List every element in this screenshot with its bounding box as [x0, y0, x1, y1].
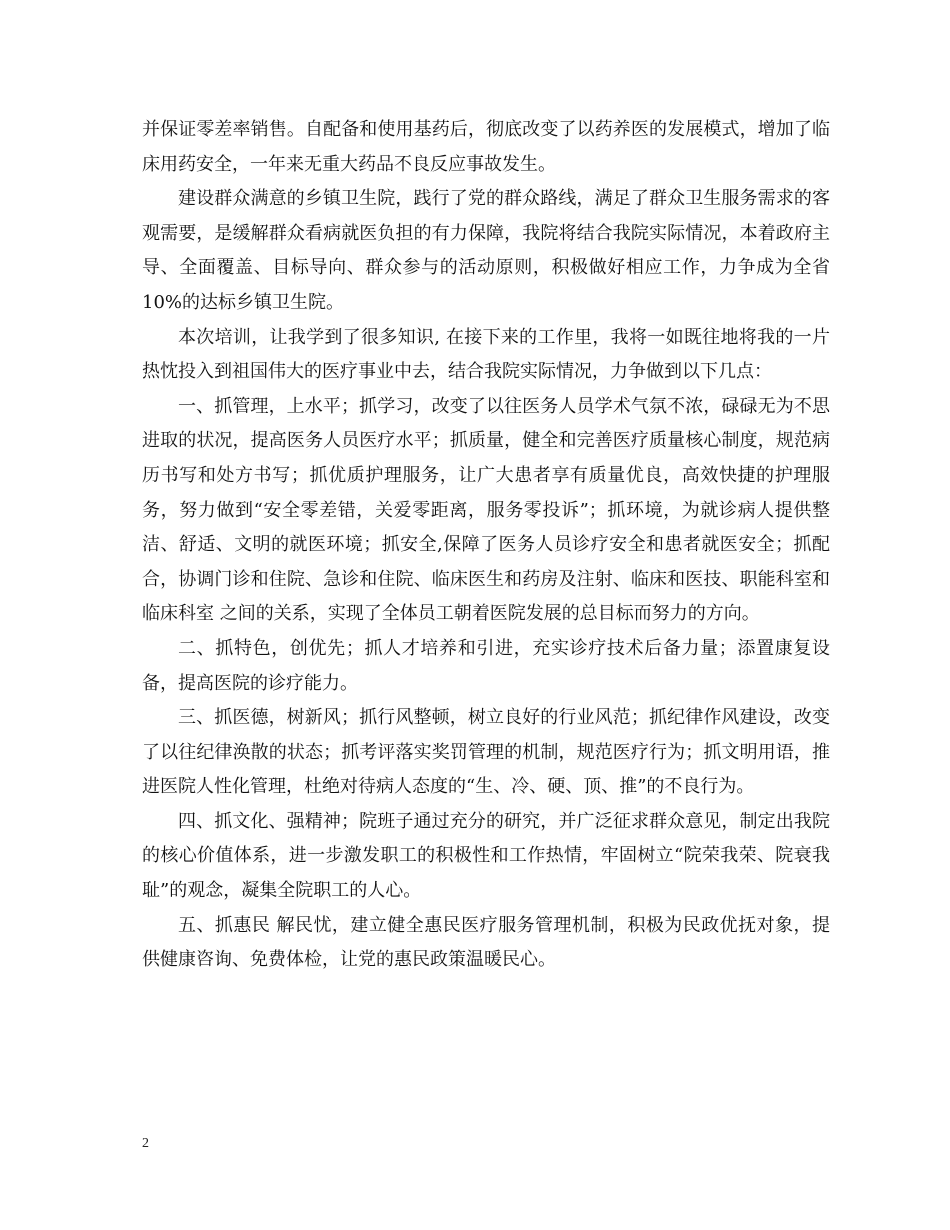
- paragraph: 三、抓医德，树新风；抓行风整顿，树立良好的行业风范；抓纪律作风建设，改变了以往纪律涣散的状态；抓考评落实奖罚管理的机制，规范医疗行为；抓文明用语，推进医院人性化管理，杜绝对待病人态度的“生、冷、硬、顶、推”的不良行为。: [142, 707, 830, 798]
- page-number: 2: [142, 1136, 149, 1151]
- paragraph: 四、抓文化、强精神；院班子通过充分的研究，并广泛征求群众意见，制定出我院的核心价值体系，进一步激发职工的积极性和工作热情，牢固树立“院荣我荣、院衰我耻”的观念，凝集全院职工的人心。: [142, 810, 830, 902]
- paragraph: 二、抓特色，创优先；抓人才培养和引进，充实诊疗技术后备力量；添置康复设备，提高医院的诊疗能力。: [142, 637, 830, 694]
- paragraph: 本次培训，让我学到了很多知识, 在接下来的工作里，我将一如既往地将我的一片热忱投入到祖国伟大的医疗事业中去，结合我院实际情况，力争做到以下几点：: [142, 326, 830, 383]
- paragraph: 五、抓惠民 解民忧，建立健全惠民医疗服务管理机制，积极为民政优抚对象，提供健康咨询、免费体检，让党的惠民政策温暖民心。: [142, 914, 830, 971]
- paragraph: 建设群众满意的乡镇卫生院，践行了党的群众路线，满足了群众卫生服务需求的客观需要，是缓解群众看病就医负担的有力保障，我院将结合我院实际情况，本着政府主导、全面覆盖、目标导向、群众参与的活动原则，积极做好相应工作，力争成为全省 10%的达标乡镇卫生院。: [142, 188, 830, 313]
- paragraph: 一、抓管理，上水平；抓学习，改变了以往医务人员学术气氛不浓，碌碌无为不思进取的状况，提高医务人员医疗水平；抓质量，健全和完善医疗质量核心制度，规范病历书写和处方书写；抓优质护理服务，让广大患者享有质量优良，高效快捷的护理服务，努力做到“安全零差错，关爱零距离，服务零投诉”；抓环境，为就诊病人提供整洁、舒适、文明的就医环境；抓安全,保障了医务人员诊疗安全和患者就医安全；抓配合，协调门诊和住院、急诊和住院、临床医生和药房及注射、临床和医技、职能科室和临床科室 之间的关系，实现了全体员工朝着医院发展的总目标而努力的方向。: [142, 395, 830, 625]
- paragraph: 并保证零差率销售。自配备和使用基药后，彻底改变了以药养医的发展模式，增加了临床用药安全，一年来无重大药品不良反应事故发生。: [142, 119, 830, 175]
- document-body: [142, 113, 830, 978]
